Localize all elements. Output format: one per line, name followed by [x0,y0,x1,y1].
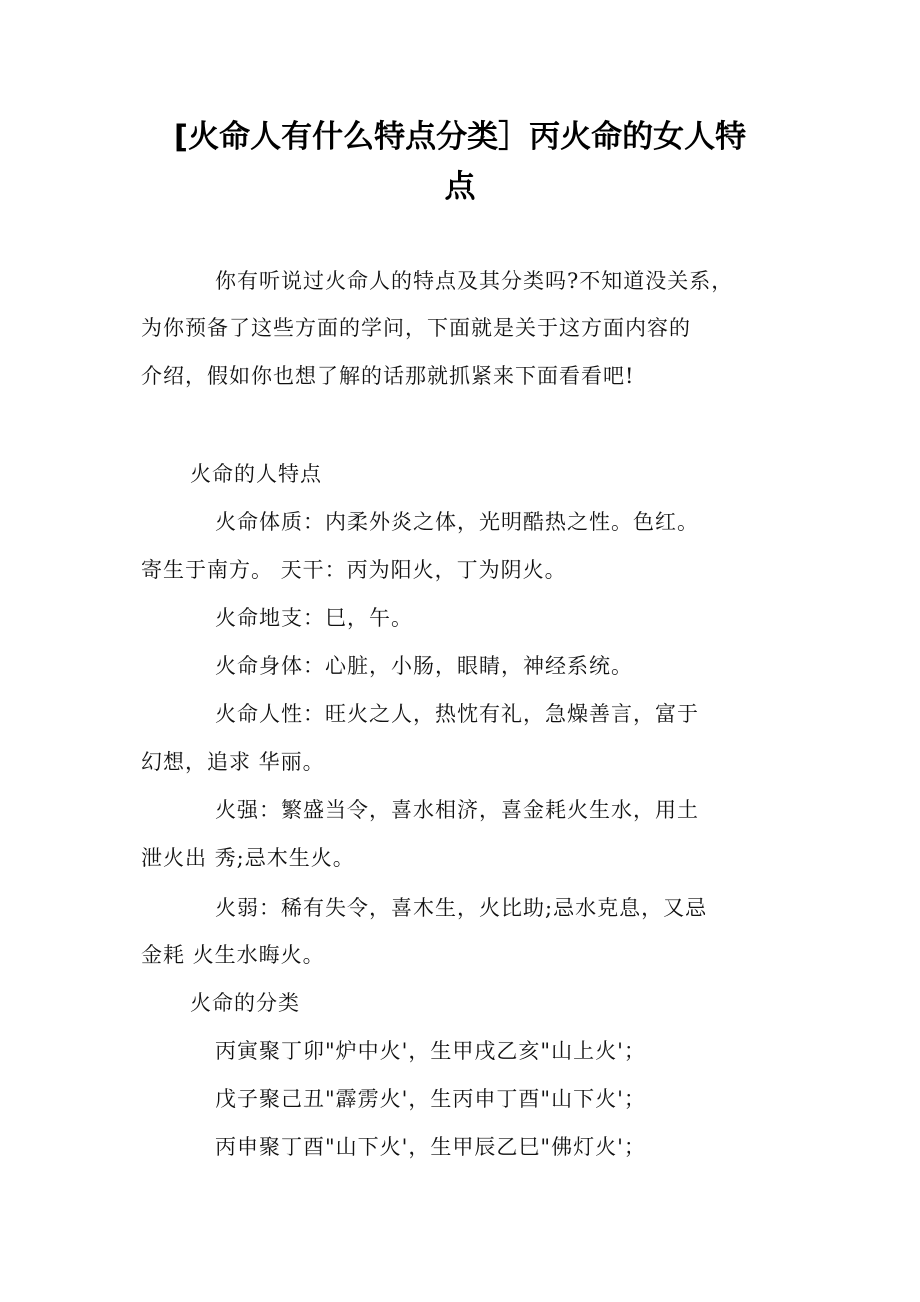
categories-line-2: 戊子聚己丑"霹雳火'，生丙申丁酉"山下火'； [215,1087,646,1111]
traits-line-8: 泄火出 秀;忌木生火。 [141,846,355,870]
traits-line-10: 金耗 火生水晦火。 [141,943,325,967]
title-line-2: 点 [444,169,476,205]
categories-line-3: 丙申聚丁酉"山下火'，生甲辰乙巳"佛灯火'； [215,1135,646,1159]
title-line-1: [火命人有什么特点分类］丙火命的女人特 [173,119,747,155]
traits-line-7: 火强：繁盛当令，喜水相济，喜金耗火生水，用土 [215,798,699,822]
traits-line-6: 幻想，追求 华丽。 [141,750,325,774]
traits-line-4: 火命身体：心脏，小肠，眼睛，神经系统。 [215,654,633,678]
intro-line-2: 为你预备了这些方面的学问，下面就是关于这方面内容的 [141,316,691,340]
traits-line-5: 火命人性：旺火之人，热忱有礼，急燥善言，富于 [215,702,699,726]
document-title [130,112,790,212]
categories-line-1: 丙寅聚丁卯"炉中火'，生甲戌乙亥"山上火'； [215,1039,646,1063]
traits-line-1: 火命体质：内柔外炎之体，光明酷热之性。色红。 [215,510,699,534]
section-heading-categories: 火命的分类 [190,991,300,1015]
traits-line-9: 火弱：稀有失令，喜木生，火比助;忌水克息，又忌 [215,896,708,920]
traits-line-3: 火命地支：巳，午。 [215,606,413,630]
section-heading-traits: 火命的人特点 [190,462,322,486]
intro-line-3: 介绍，假如你也想了解的话那就抓紧来下面看看吧! [141,364,635,388]
traits-line-2: 寄生于南方。 天干：丙为阳火，丁为阴火。 [141,558,567,582]
intro-line-1: 你有听说过火命人的特点及其分类吗?不知道没关系， [215,269,734,293]
